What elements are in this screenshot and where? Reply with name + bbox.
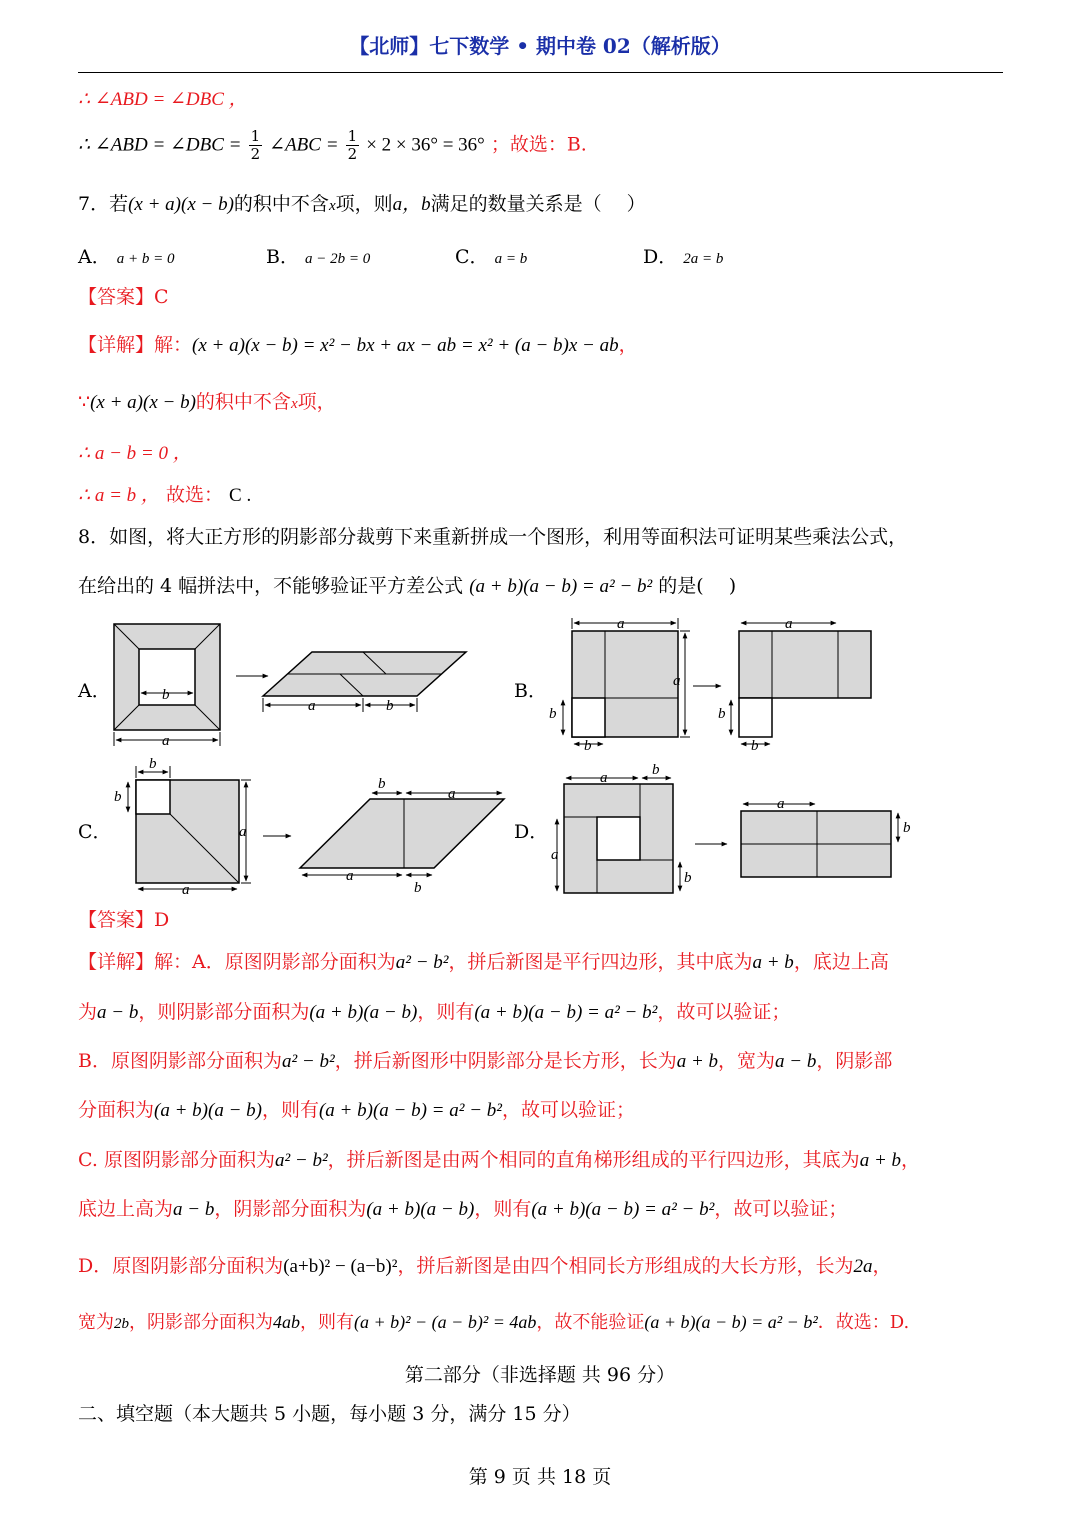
fig-b-a-label: a [617,616,625,632]
fig-d-a-top-label: a [600,770,608,786]
q8-answer: 【答案】D [78,909,170,931]
fig-d-b-top-label: b [652,762,660,778]
fig-b-a2-label: a [785,616,793,632]
half-fraction: $\frac{1}{2}$ [347,127,358,163]
prev-solution-line-2: ∴ ∠ABD = ∠DBC = $\frac{1}{2}$ ∠ABC = $\frac{1}{2}$ × 2 × 36° = 36° ；故选：B. [78,127,587,163]
prev-solution-line-1: ∴ ∠ABD = ∠DBC ， [78,89,248,110]
q7-option-a: A． a + b = 0 [78,246,175,268]
fig-c-b-side-label: b [114,789,122,805]
page-footer: 第 9 页 共 18 页 [468,1466,612,1488]
fig-b-b2-side-label: b [718,706,726,722]
fig-a-b-label: b [162,687,170,703]
fig-c-a3-label: a [346,868,354,884]
figure-c [108,756,508,896]
figure-a [108,618,478,750]
q7-option-b: B． a − 2b = 0 [266,246,371,268]
fig-c-a-label: a [182,882,190,896]
fig-a-a-label: a [162,733,170,749]
section-heading: 二、填空题（本大题共 5 小题，每小题 3 分，满分 15 分） [78,1403,581,1425]
q7-detail-2: ∵(x + a)(x − b)的积中不含x项， [78,391,336,413]
q8-detail-3: B．原图阴影部分面积为a² − b²，拼后新图形中阴影部分是长方形，长为a + b，宽为a − b，阴影部 [78,1050,893,1072]
figure-b-label: B． [514,680,547,702]
fig-a-b2-label: b [386,698,394,714]
q7-detail-4: ∴ a = b ， 故选： C . [78,484,252,506]
q7-detail-3: ∴ a − b = 0 ， [78,443,192,464]
q8-detail-7: D．原图阴影部分面积为(a+b)² − (a−b)²，拼后新图是由四个相同长方形组成的大长方形，长为2a， [78,1255,892,1277]
q7-option-c: C． a = b [455,246,528,268]
fig-b-b2-label: b [751,738,759,754]
fig-b-a-side-label: a [673,673,681,689]
q7-detail-1: 【详解】解：(x + a)(x − b) = x² − bx + ax − ab = x² + (a − b)x − ab， [78,334,638,356]
fig-b-b-side-label: b [549,706,557,722]
q8-detail-2: 为a − b，则阴影部分面积为(a + b)(a − b)，则有(a + b)(a − b) = a² − b²，故可以验证； [78,1001,791,1023]
q8-stem-1: 8．如图，将大正方形的阴影部分裁剪下来重新拼成一个图形，利用等面积法可证明某些乘法公式， [78,526,908,548]
q8-stem-2: 在给出的 4 幅拼法中，不能够验证平方差公式 (a + b)(a − b) = a² − b² 的是( ) [78,575,737,597]
figure-a-label: A． [78,680,111,702]
q7-option-d: D． 2a = b [643,246,724,268]
fig-c-b-top-label: b [149,756,157,772]
half-fraction: $\frac{1}{2}$ [250,127,261,163]
figure-c-label: C． [78,821,112,843]
fig-b-b-label: b [584,738,592,754]
q7-stem: 7．若(x + a)(x − b)的积中不含x项，则a，b满足的数量关系是（ ） [78,193,646,215]
figure-b [545,614,885,756]
fig-d-a2-label: a [777,796,785,812]
figure-d-label: D． [514,821,549,843]
fig-c-a-side-label: a [239,824,247,840]
fig-d-a-side-label: a [551,847,559,863]
page-header: 【北师】七下数学 • 期中卷 02（解析版） [349,34,731,58]
q8-detail-1: 【详解】解：A．原图阴影部分面积为a² − b²，拼后新图是平行四边形，其中底为a + b，底边上高 [78,951,889,973]
part-two-title: 第二部分（非选择题 共 96 分） [404,1364,676,1386]
fig-c-a2-label: a [448,786,456,802]
fig-c-b3-label: b [414,880,422,896]
q8-detail-6: 底边上高为a − b，阴影部分面积为(a + b)(a − b)，则有(a + b)(a − b) = a² − b²，故可以验证； [78,1198,848,1220]
figure-d [545,758,925,898]
fig-d-b-side-label: b [684,870,692,886]
q8-detail-4: 分面积为(a + b)(a − b)，则有(a + b)(a − b) = a² − b²，故可以验证； [78,1099,635,1121]
q8-detail-5: C. 原图阴影部分面积为a² − b²，拼后新图是由两个相同的直角梯形组成的平行四边形，其底为a + b， [78,1149,921,1171]
fig-a-a2-label: a [308,698,316,714]
fig-c-b2-label: b [378,776,386,792]
header-rule [78,72,1003,73]
q7-answer: 【答案】C [78,286,169,308]
fig-d-b2-label: b [903,820,911,836]
q8-detail-8: 宽为2b，阴影部分面积为4ab，则有(a + b)² − (a − b)² = 4ab，故不能验证(a + b)(a − b) = a² − b²．故选：D. [78,1312,910,1333]
